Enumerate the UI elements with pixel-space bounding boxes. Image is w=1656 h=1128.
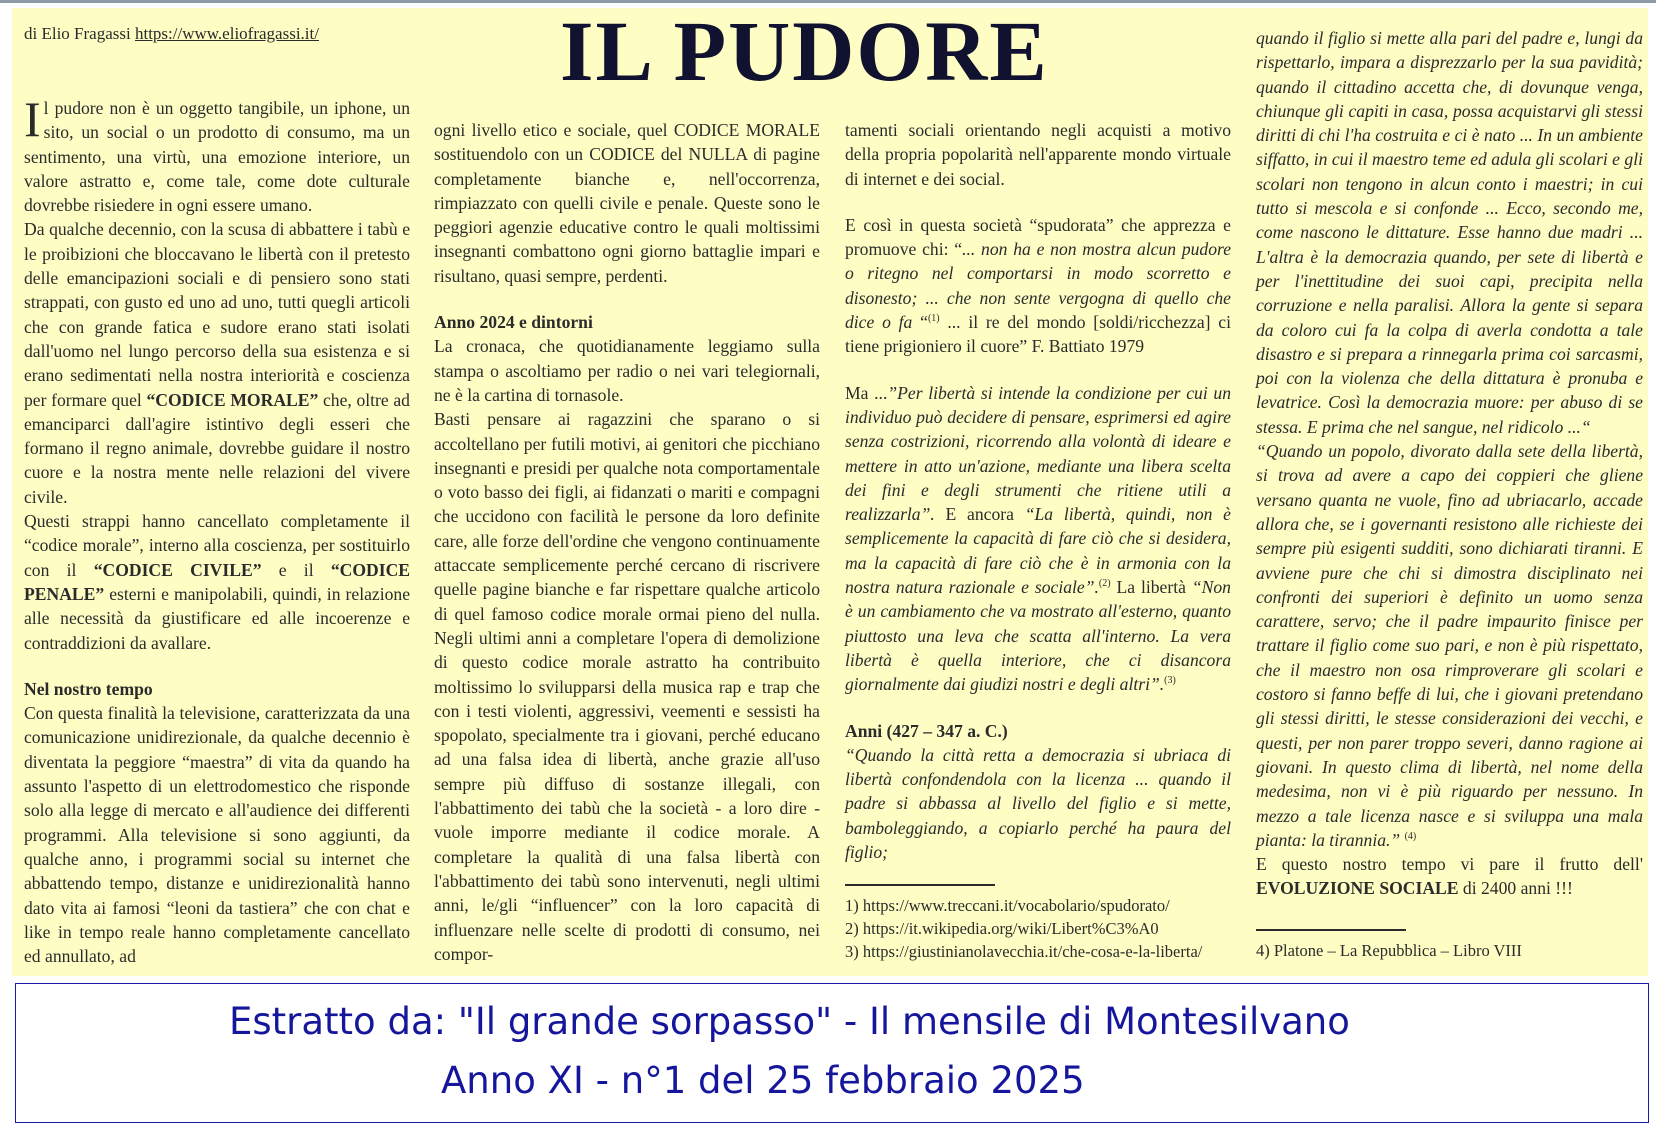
- paragraph: Con questa finalità la televisione, caratterizzata da una comunicazione unidirezionale, da qualche decennio è diventata la peggiore “maestra” di vita da quando ha assunto l'aspetto di un elettrodomestico che risponde solo alla legge di mercato e all'audience dei differenti programmi. Alla televisione si sono aggiunti, da qualche anno, i programmi social su internet che abbattendo tempo, distanze e unidirezionalità hanno dato vita ai famosi “leoni da tastiera” che con chat e like in tempo reale hanno completamente cancellato ed annullato, ad: [24, 703, 410, 967]
- paragraph: La cronaca, che quotidianamente leggiamo sulla stampa o ascoltiamo per radio o nei vari telegiornali, ne è la cartina di tornasole.: [434, 336, 820, 405]
- source-caption-line-2: Anno XI - n°1 del 25 febbraio 2025: [441, 1059, 1085, 1102]
- source-caption-box: [15, 983, 1649, 1123]
- paragraph: Ma ...”Per libertà si intende la condizione per cui un individuo può decidere di pensare, esprimersi ed agire senza costrizioni, ricorrendo alla volontà di ideare e mettere in atto un'azione, mediante una libera scelta dei fini e degli strumenti che ritiene utili a realizzarla”. E ancora “La libertà, quindi, non è semplicemente la capacità di fare ciò che si desidera, ma la capacità di fare ciò che è in armonia con la nostra natura razionale e sociale”.$^{(2)}$ La libertà “Non è un cambiamento che va mostrato all'esterno, quanto piuttosto una leva che scatta all'interno. La vera libertà è quella interiore, che ci disancora giornalmente dai giudizi nostri e degli altri”.$^{(3)}$: [845, 382, 1232, 695]
- footnote: 1) https://www.treccani.it/vocabolario/spudorato/: [845, 896, 1170, 916]
- drop-cap: I: [24, 91, 41, 147]
- paragraph: “Quando la città retta a democrazia si ubriaca di libertà confondendola con la licenza ... quando il padre si abbassa al livello del figlio e si mette, bamboleggiando, a copiarlo perché ha paura del figlio;: [845, 744, 1231, 863]
- paragraph: “Quando un popolo, divorato dalla sete della libertà, si trova ad avere a capo dei coppieri che gliene versano quanta ne vuole, fino ad ubriacarlo, accade allora che, se i governanti resistono alle richieste dei sempre più esigenti sudditi, sono dichiarati tiranni. E avviene pure che chi si dimostra disciplinato nei confronti dei superiori è definito un uomo senza carattere, servo; che il padre impaurito finisce per trattare il figlio come suo pari, e non è più rispettato, che il maestro non osa rimproverare gli scolari e costoro si fanno beffe di lui, che i giovani pretendano gli stessi diritti, le stesse considerazioni dei vecchi, e questi, per non parer troppo severi, danno ragione ai giovani. In questo clima di libertà, nel nome della medesima, non vi è più riguardo per nessuno. In mezzo a tale licenza nasce e si sviluppa una mala pianta: la tirannia.” $^{(4)}$: [1256, 441, 1643, 850]
- footnote-divider: [845, 884, 995, 886]
- footnotes: [1256, 939, 1643, 962]
- article-column-1: [24, 91, 411, 968]
- section-heading: Nel nostro tempo: [24, 678, 153, 699]
- paragraph: E questo nostro tempo vi pare il frutto dell' EVOLUZIONE SOCIALE di 2400 anni !!!: [1256, 854, 1643, 899]
- paragraph: E così in questa società “spudorata” che apprezza e promuove chi: “... non ha e non mostra alcun pudore o ritegno nel comportarsi in modo scorretto e disonesto; ... che non sente vergogna di quello che dice o fa “$^{(1)}$ ... il re del mondo [soldi/ricchezza] ci tiene prigioniero il cuore” F. Battiato 1979: [845, 214, 1232, 357]
- article-column-2: [434, 118, 820, 966]
- paragraph: ogni livello etico e sociale, quel CODICE MORALE sostituendolo con un CODICE del NULLA di pagine completamente bianche e, nell'occorrenza, rimpiazzato con quelli civile e penale. Queste sono le peggiori agenzie educative contro le quali moltissimi insegnanti combattono ogni giorno battaglie impari e risultano, quasi sempre, perdenti.: [434, 120, 820, 286]
- paragraph: Il pudore non è un oggetto tangibile, un iphone, un sito, un social o un prodotto di consumo, ma un sentimento, una virtù, una emozione interiore, un valore astratto e, come tale, come dote culturale dovrebbe risiedere in ogni essere umano.: [24, 91, 410, 216]
- paragraph: tamenti sociali orientando negli acquisti a motivo della propria popolarità nell'apparente mondo virtuale di internet e dei social.: [845, 120, 1231, 189]
- source-caption-line-1: Estratto da: "Il grande sorpasso" - Il mensile di Montesilvano: [229, 1000, 1350, 1043]
- section-heading: Anno 2024 e dintorni: [434, 312, 593, 333]
- footnote-divider: [1256, 929, 1406, 931]
- footnote: 3) https://giustinianolavecchia.it/che-cosa-e-la-liberta/: [845, 942, 1203, 962]
- footnotes: [845, 894, 1231, 963]
- paragraph: Basti pensare ai ragazzini che sparano o si accoltellano per futili motivi, ai genitori che picchiano insegnanti e presidi per qualche nota comportamentale o voto basso dei figli, ai fidanzati o mariti e compagni che uccidono con facilità le persone da loro definite care, alle forze dell'ordine che vengono continuamente attaccate semplicemente perché cercano di riscrivere quelle pagine bianche e far rispettare qualche articolo di quel famoso codice morale ormai pieno del nulla. Negli ultimi anni a completare l'opera di demolizione di questo codice morale astratto ha contribuito moltissimo lo svilupparsi della musica rap e trap che con i testi violenti, aggressivi, veementi e sessisti ha spopolato, specialmente tra i giovani, perché educano ad una falsa idea di libertà, anche grazie all'uso sempre più diffuso di sostanze illegali, con l'abbattimento dei tabù che la società - a loro dire - vuole imporre mediante il codice morale. A completare la qualità di una falsa libertà con l'abbattimento dei tabù sono intervenuti, negli ultimi anni, le/gli “influencer” con la loro capacità di influenzare nelle scelte di prodotti di consumo, nei compor-: [434, 409, 820, 964]
- paragraph: Questi strappi hanno cancellato completamente il “codice morale”, interno alla coscienza, per sostituirlo con il “CODICE CIVILE” e il “CODICE PENALE” esterni e manipolabili, quindi, in relazione alle necessità da giustificare ed alle incoerenze e contraddizioni da avallare.: [24, 511, 411, 653]
- byline: [24, 24, 319, 44]
- article-column-3: [845, 118, 1231, 963]
- author-name: di Elio Fragassi: [24, 24, 131, 43]
- author-website-link[interactable]: https://www.eliofragassi.it/: [134, 24, 319, 43]
- paragraph: quando il figlio si mette alla pari del padre e, lungi da rispettarlo, impara a disprezzarlo per la sua pavidità; quando il cittadino accetta che, di dovunque venga, chiunque gli capiti in casa, possa acquistarvi gli stessi diritti di chi l'ha costruita e ci è nato ... In un ambiente siffatto, in cui il maestro teme ed adula gli scolari e gli scolari non tengono in alcun conto i maestri; in cui tutto si mescola e si confonde ... Ecco, secondo me, come nascono le dittature. Esse hanno due madri ... L'altra è la democrazia quando, per sete di libertà e per l'inettitudine dei suoi capi, precipita nella corruzione e nella paralisi. Allora la gente si separa da coloro cui fa la colpa di averla condotta a tale disastro e si prepara a rinnegarla prima coi sarcasmi, poi con la violenza che della dittatura è pronuba e levatrice. Così la democrazia muore: per abuso di se stessa. E prima che nel sangue, nel ridicolo ...“: [1256, 28, 1643, 437]
- paragraph: Da qualche decennio, con la scusa di abbattere i tabù e le proibizioni che bloccavano le libertà con il pretesto delle emancipazioni sociali e di pensiero sono stati strappati, con gusto ed uno ad uno, tutti quegli articoli che con grande fatica e sudore erano stati isolati dall'uomo nel lungo percorso della sua esistenza e si erano sedimentati nella nostra interiorità e coscienza per formare quel “CODICE MORALE” che, oltre ad emanciparci dall'agire istintivo degli esseri che formano il regno animale, dovrebbe guidare il nostro cuore e la nostra mente nelle relazioni del vivere civile.: [24, 219, 410, 507]
- article-column-4: [1256, 26, 1643, 962]
- article-title: IL PUDORE: [560, 3, 1049, 99]
- footnote: 2) https://it.wikipedia.org/wiki/Libert%C3%A0: [845, 919, 1159, 939]
- footnote: 4) Platone – La Repubblica – Libro VIII: [1256, 940, 1522, 960]
- section-heading: Anni (427 – 347 a. C.): [845, 720, 1008, 741]
